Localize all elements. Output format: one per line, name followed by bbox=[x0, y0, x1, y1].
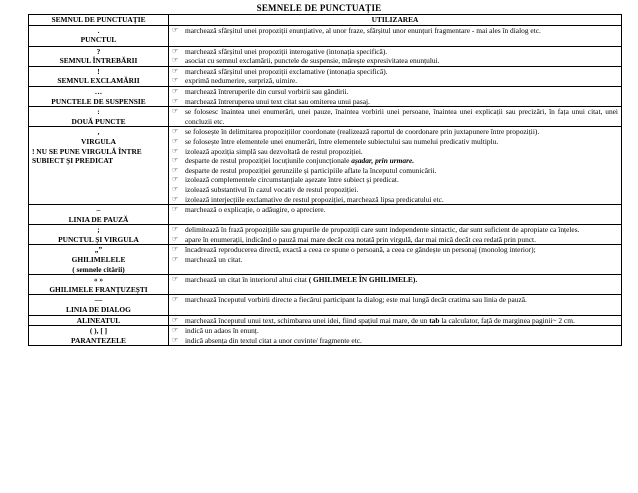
table-row bbox=[29, 275, 622, 295]
table-row bbox=[29, 25, 622, 46]
hand-pointing-icon: ☞ bbox=[172, 56, 179, 65]
symbol-cell bbox=[29, 315, 169, 326]
list-item: ☞ marchează întreruperea unui text citat sau omiterea unui pasaj. bbox=[172, 96, 370, 106]
table-row bbox=[29, 205, 622, 225]
symbol-note: ! NU SE PUNE VIRGULĂ ÎNTRE SUBIECT ȘI PREDICAT bbox=[32, 146, 142, 166]
symbol-mark: „” bbox=[94, 245, 103, 255]
list-item: ☞ marchează o explicație, o adăugire, o apreciere. bbox=[172, 205, 326, 215]
list-item: ☞ se folosesc înaintea unei enumerări, unei pauze, înaintea vorbirii unei persoane, înaintea unei explicații sau precizări, în fața unui citat, unei concluzii etc. bbox=[172, 107, 618, 126]
list-item: ☞ desparte de restul propoziției locuțiunile conjuncționale așadar, prin urmare. bbox=[172, 156, 415, 166]
symbol-mark: . bbox=[97, 25, 100, 35]
hand-pointing-icon: ☞ bbox=[172, 326, 179, 335]
symbol-cell bbox=[29, 66, 169, 86]
table-row bbox=[29, 107, 622, 127]
table-row bbox=[29, 245, 622, 275]
list-item: ☞ desparte de restul propoziției gerunziile și participiile aflate la începutul comunicării. bbox=[172, 165, 437, 175]
usage-cell bbox=[169, 46, 622, 66]
list-item: ☞ marchează un citat. bbox=[172, 255, 243, 265]
list-item: ☞ exprimă nedumerire, surpriză, uimire. bbox=[172, 76, 298, 86]
symbol-mark: , bbox=[97, 127, 100, 137]
hand-pointing-icon: ☞ bbox=[172, 175, 179, 184]
list-item: ☞ marchează un citat în interiorul altui citat ( GHILIMELE ÎN GHILIMELE). bbox=[172, 275, 418, 285]
hand-pointing-icon: ☞ bbox=[172, 234, 179, 243]
header-usage: UTILIZAREA bbox=[169, 15, 622, 26]
symbol-subtitle: ( semnele citării) bbox=[72, 264, 125, 274]
symbol-mark: … bbox=[94, 86, 103, 96]
symbol-mark: ( ), [ ] bbox=[89, 326, 108, 336]
list-item: ☞ indică un adaos în enunț. bbox=[172, 326, 259, 336]
hand-pointing-icon: ☞ bbox=[172, 255, 179, 264]
symbol-mark: ; bbox=[97, 225, 100, 235]
symbol-cell bbox=[29, 295, 169, 315]
hand-pointing-icon: ☞ bbox=[172, 335, 179, 344]
punctuation-table bbox=[28, 14, 622, 346]
hand-pointing-icon: ☞ bbox=[172, 245, 179, 254]
hand-pointing-icon: ☞ bbox=[172, 25, 179, 34]
usage-cell bbox=[169, 326, 622, 346]
table-row bbox=[29, 225, 622, 245]
symbol-mark: ? bbox=[96, 46, 101, 56]
symbol-name: ALINEATUL bbox=[76, 315, 121, 325]
symbol-name: DOUĂ PUNCTE bbox=[71, 116, 126, 126]
usage-cell bbox=[169, 295, 622, 315]
list-item: ☞ se folosește în delimitarea propozițiilor coordonate (realizează raportul de coordonare prin juxtapunere între propoziții). bbox=[172, 127, 540, 137]
table-row bbox=[29, 295, 622, 315]
symbol-name: PUNCTELE DE SUSPENSIE bbox=[51, 96, 146, 106]
hand-pointing-icon: ☞ bbox=[172, 66, 179, 75]
hand-pointing-icon: ☞ bbox=[172, 146, 179, 155]
symbol-name: VIRGULA bbox=[81, 136, 116, 146]
emphasis-text: tab bbox=[429, 315, 440, 325]
hand-pointing-icon: ☞ bbox=[172, 184, 179, 193]
list-item: ☞ izolează complementele circumstanțiale așezate între subiect și predicat. bbox=[172, 175, 399, 185]
symbol-cell bbox=[29, 275, 169, 295]
list-item: ☞ marchează sfârșitul unei propoziții enunțiative, al unor fraze, sfârșitul unor enunțuri fragmentare - mai ales în dialog etc. bbox=[172, 25, 541, 35]
document-title: SEMNELE DE PUNCTUAȚIE bbox=[256, 3, 382, 13]
hand-pointing-icon: ☞ bbox=[172, 127, 179, 136]
hand-pointing-icon: ☞ bbox=[172, 46, 179, 55]
table-row bbox=[29, 66, 622, 86]
symbol-name: SEMNUL EXCLAMĂRII bbox=[57, 76, 140, 86]
hand-pointing-icon: ☞ bbox=[172, 76, 179, 85]
symbol-cell bbox=[29, 225, 169, 245]
list-item: ☞ marchează începutul vorbirii directe a fiecărui participant la dialog; este mai lungă decât cratima sau linia de pauză. bbox=[172, 295, 527, 305]
symbol-mark: — bbox=[94, 295, 103, 305]
hand-pointing-icon: ☞ bbox=[172, 194, 179, 203]
usage-cell bbox=[169, 107, 622, 127]
list-item: ☞ marchează sfârșitul unei propoziții interogative (intonația specifică). bbox=[172, 46, 388, 56]
usage-cell bbox=[169, 127, 622, 205]
hand-pointing-icon: ☞ bbox=[172, 136, 179, 145]
list-item: ☞ izolează apoziția simplă sau dezvoltată de restul propoziției. bbox=[172, 146, 363, 156]
header-symbol: SEMNUL DE PUNCTUAȚIE bbox=[29, 15, 169, 26]
hand-pointing-icon: ☞ bbox=[172, 205, 179, 214]
list-item: ☞ izolează interjecțiile exclamative de restul propoziției, marchează lipsa predicatului etc. bbox=[172, 194, 444, 204]
list-item: ☞ apare în enumerații, indicând o pauză mai mare decât cea notată prin virgulă, dar mai mică decât cea redată prin punct. bbox=[172, 234, 536, 244]
header-row bbox=[29, 15, 622, 26]
table-row bbox=[29, 86, 622, 106]
list-item: ☞ izolează substantivul în cazul vocativ de restul propoziției. bbox=[172, 184, 359, 194]
symbol-mark: ! bbox=[97, 66, 100, 76]
hand-pointing-icon: ☞ bbox=[172, 107, 179, 116]
usage-cell bbox=[169, 66, 622, 86]
symbol-cell bbox=[29, 245, 169, 275]
symbol-name: SEMNUL ÎNTREBĂRII bbox=[59, 56, 138, 66]
hand-pointing-icon: ☞ bbox=[172, 275, 179, 284]
list-item: ☞ delimitează în frază propozițiile sau grupurile de propoziții care sunt independente sintactic, dar sunt suficient de apropiate ca înțeles. bbox=[172, 225, 580, 235]
table-row bbox=[29, 127, 622, 205]
usage-cell bbox=[169, 25, 622, 46]
emphasis-text: așadar, prin urmare. bbox=[351, 156, 415, 166]
hand-pointing-icon: ☞ bbox=[172, 165, 179, 174]
list-item: ☞ se folosește între elementele unei enumerări, între elementele subiectului sau numelui predicativ multiplu. bbox=[172, 136, 499, 146]
list-item: ☞ asociat cu semnul exclamării, punctele de suspensie, mărește expresivitatea enunțului. bbox=[172, 56, 440, 66]
list-item: ☞ marchează începutul unui text, schimbarea unei idei, fiind spațiul mai mare, de un tab la calculator, față de marginea paginii~ 2 cm. bbox=[172, 315, 575, 325]
usage-cell bbox=[169, 205, 622, 225]
hand-pointing-icon: ☞ bbox=[172, 156, 179, 165]
symbol-name: PUNCTUL bbox=[80, 35, 117, 45]
list-item: ☞ marchează întreruperile din cursul vorbirii sau gândirii. bbox=[172, 86, 349, 96]
symbol-cell bbox=[29, 46, 169, 66]
symbol-name: LINIA DE PAUZĂ bbox=[68, 214, 129, 224]
list-item: ☞ indică absența din textul citat a unor cuvinte/ fragmente etc. bbox=[172, 335, 362, 345]
symbol-cell bbox=[29, 326, 169, 346]
symbol-mark: – bbox=[96, 205, 101, 215]
usage-cell bbox=[169, 225, 622, 245]
table-row bbox=[29, 315, 622, 326]
symbol-mark: « » bbox=[93, 275, 104, 285]
hand-pointing-icon: ☞ bbox=[172, 225, 179, 234]
symbol-name: PUNCTUL ȘI VIRGULA bbox=[58, 234, 139, 244]
symbol-mark: : bbox=[97, 107, 100, 117]
hand-pointing-icon: ☞ bbox=[172, 315, 179, 324]
hand-pointing-icon: ☞ bbox=[172, 86, 179, 95]
table-row bbox=[29, 326, 622, 346]
symbol-name: GHILIMELELE bbox=[71, 255, 126, 265]
usage-cell bbox=[169, 86, 622, 106]
table-row bbox=[29, 46, 622, 66]
symbol-name: PARANTEZELE bbox=[71, 335, 126, 345]
symbol-cell bbox=[29, 86, 169, 106]
symbol-cell bbox=[29, 127, 169, 205]
emphasis-text: ( GHILIMELE ÎN GHILIMELE). bbox=[308, 275, 418, 285]
symbol-cell bbox=[29, 205, 169, 225]
symbol-cell bbox=[29, 107, 169, 127]
symbol-cell bbox=[29, 25, 169, 46]
symbol-name: GHILIMELE FRANȚUZEȘTI bbox=[49, 284, 148, 294]
symbol-name: LINIA DE DIALOG bbox=[66, 305, 131, 315]
hand-pointing-icon: ☞ bbox=[172, 295, 179, 304]
usage-cell bbox=[169, 275, 622, 295]
usage-cell bbox=[169, 245, 622, 275]
list-item: ☞ încadrează reproducerea directă, exactă a ceea ce spune o persoană, a ceea ce gândește un personaj (monolog interior); bbox=[172, 245, 536, 255]
hand-pointing-icon: ☞ bbox=[172, 96, 179, 105]
list-item: ☞ marchează sfârșitul unei propoziții exclamative (intonația specifică). bbox=[172, 66, 388, 76]
usage-cell bbox=[169, 315, 622, 326]
